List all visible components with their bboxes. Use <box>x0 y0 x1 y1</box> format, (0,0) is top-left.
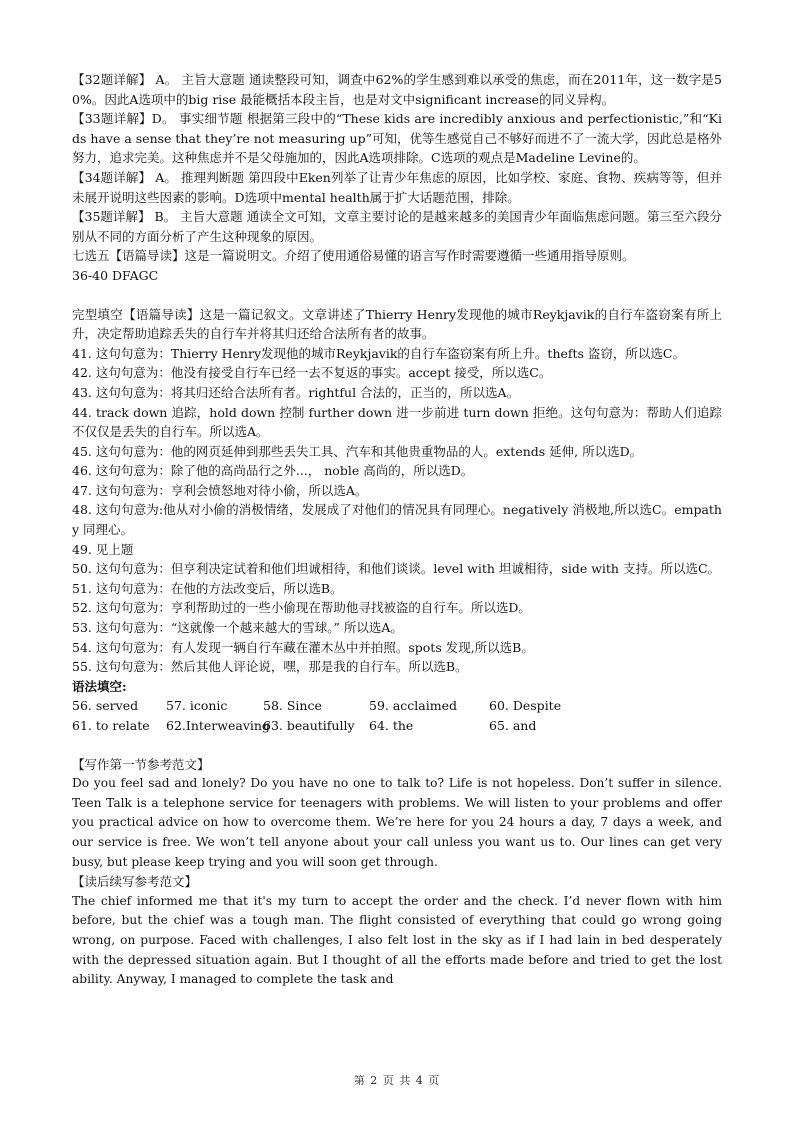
seven-choose-five-guide: 七选五【语篇导读】这是一篇说明文。介绍了使用通俗易懂的语言写作时需要遵循一些通用指导原则。 <box>72 248 635 264</box>
cloze-item-41: 41. 这句句意为：Thierry Henry发现他的城市Reykjavik的自行车盗窃案有所上升。thefts 盗窃，所以选C。 <box>72 345 685 361</box>
cloze-item-55: 55. 这句句意为：然后其他人评论说，嘿，那是我的自行车。所以选B。 <box>72 659 468 675</box>
cloze-guide: 完型填空【语篇导读】这是一篇记叙文。文章讲述了Thierry Henry发现他的城市Reykjavik的自行车盗窃案有所上升，决定帮助追踪丢失的自行车并将其归还给合法所有者的故事。 <box>72 306 722 342</box>
cloze-item-50: 50. 这句句意为：但亨利决定试着和他们坦诚相待，和他们谈谈。level with 坦诚相待，side with 支持。所以选C。 <box>72 561 721 577</box>
cloze-item-46: 46. 这句句意为：除了他的高尚品行之外...， noble 高尚的，所以选D。 <box>72 463 474 479</box>
answers-36-40: 36-40 DFAGC <box>72 267 159 283</box>
grammar-answer: 64. the <box>369 718 414 733</box>
grammar-answer: 57. iconic <box>166 698 228 714</box>
cloze-item-45: 45. 这句句意为：他的网页延伸到那些丢失工具、汽车和其他贵重物品的人。extends 延伸, 所以选D。 <box>72 443 643 459</box>
grammar-answer: 65. and <box>489 718 537 733</box>
grammar-heading: 语法填空: <box>72 678 127 694</box>
spacer <box>72 736 722 755</box>
grammar-answers-row <box>72 696 722 716</box>
cloze-item-49: 49. 见上题 <box>72 541 134 557</box>
cloze-item-44: 44. track down 追踪，hold down 控制 further down 进一步前进 turn down 拒绝。这句句意为：帮助人们追踪不仅仅是丢失的自行车。所以选A。 <box>72 404 722 440</box>
writing-heading-2: 【读后续写参考范文】 <box>72 874 198 890</box>
answer-32: 【32题详解】 A。 主旨大意题 通读整段可知，调查中62%的学生感到难以承受的焦虑，而在2011年，这一数字是50%。因此A选项中的big rise 最能概括本段主旨，也是对文中significant increase的同义异构。 <box>72 72 722 107</box>
page-footer: 第 2 页 共 4 页 <box>353 1074 441 1087</box>
cloze-item-53: 53. 这句句意为：“这就像一个越来越大的雪球。” 所以选A。 <box>72 620 403 636</box>
cloze-item-42: 42. 这句句意为：他没有接受自行车已经一去不复返的事实。accept 接受，所以选C。 <box>72 365 552 381</box>
writing-sample-1: Do you feel sad and lonely? Do you have no one to talk to? Life is not hopeless. Don’t suffer in silence. Teen Talk is a telephone service for teenagers with problems. We will listen to your problems and offer you practical advice on how to overcome them. We’re here for you 24 hours a day, 7 days a week, and our service is free. We won’t tell anyone about your call unless you want us to. Our lines can get very busy, but please keep trying and you will soon get through. <box>72 776 722 869</box>
writing-heading-1: 【写作第一节参考范文】 <box>72 756 210 772</box>
spacer <box>72 286 722 305</box>
cloze-item-51: 51. 这句句意为：在他的方法改变后，所以选B。 <box>72 580 343 596</box>
answer-34: 【34题详解】 A。 推理判断题 第四段中Eken列举了让青少年焦虑的原因，比如学校、家庭、食物、疾病等等，但并未展开说明这些因素的影响。D选项中mental health属于扩大话题范围，排除。 <box>72 169 722 205</box>
document-page <box>72 70 722 990</box>
cloze-item-47: 47. 这句句意为：亨利会愤怒地对待小偷，所以选A。 <box>72 482 368 498</box>
cloze-item-54: 54. 这句句意为：有人发现一辆自行车藏在灌木丛中并拍照。spots 发现,所以选B。 <box>72 639 534 655</box>
grammar-answer: 60. Despite <box>489 698 562 714</box>
grammar-answer: 61. to relate <box>72 718 150 733</box>
writing-sample-2: The chief informed me that it's my turn to accept the order and the check. I’d never flown with him before, but the chief was a tough man. The flight consisted of everything that could go wrong going wrong, on purpose. Faced with challenges, I also felt lost in the sky as if I had lain in bed desperately with the depressed situation again. But I thought of all the efforts made before and tried to get the lost ability. Anyway, I managed to complete the task and <box>72 893 722 987</box>
answer-35: 【35题详解】 B。 主旨大意题 通读全文可知，文章主要讨论的是越来越多的美国青少年面临焦虑问题。第三至六段分别从不同的方面分析了产生这种现象的原因。 <box>72 209 722 244</box>
grammar-answers-row <box>72 716 722 736</box>
grammar-answer: 56. served <box>72 698 139 714</box>
answer-33: 【33题详解】D。 事实细节题 根据第三段中的“These kids are incredibly anxious and perfectionistic,”和“Kids have a sense that they’re not measuring up”可知，优等生感觉自己不够好而进不了一流大学，因此总是格外努力，追求完美。这种焦虑并不是父母施加的，因此A选项排除。C选项的观点是Madeline Levine的。 <box>72 111 722 166</box>
grammar-answer: 59. acclaimed <box>369 698 458 714</box>
grammar-answer: 62.Interweaving <box>166 718 270 733</box>
grammar-answer: 63. beautifully <box>263 718 355 733</box>
grammar-answer: 58. Since <box>263 698 322 714</box>
cloze-item-52: 52. 这句句意为：亨利帮助过的一些小偷现在帮助他寻找被盗的自行车。所以选D。 <box>72 600 531 616</box>
cloze-item-48: 48. 这句句意为:他从对小偷的消极情绪，发展成了对他们的情况具有同理心。negatively 消极地,所以选C。empathy 同理心。 <box>72 502 722 538</box>
cloze-item-43: 43. 这句句意为：将其归还给合法所有者。rightful 合法的，正当的，所以选A。 <box>72 384 520 400</box>
